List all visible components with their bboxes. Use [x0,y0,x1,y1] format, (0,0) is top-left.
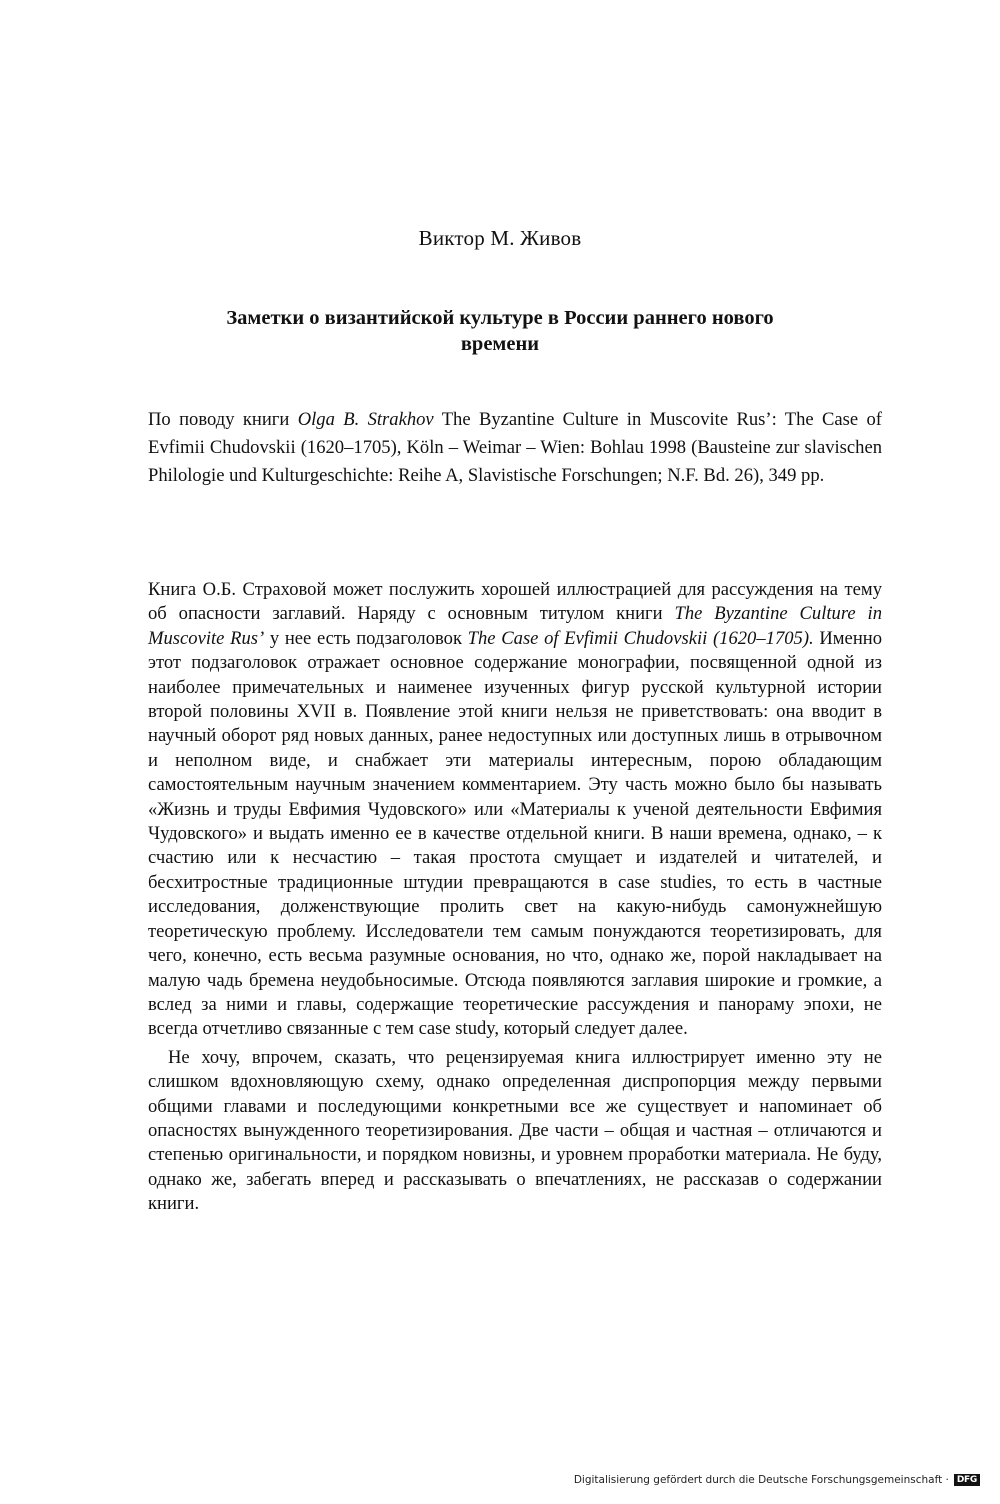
paragraph-1-italic-subtitle: The Case of Evfimii Chudovskii (1620–1705). [467,627,814,649]
title-line-1: Заметки о византийской культуре в России раннего нового [226,307,774,329]
paragraph-1-part-3: Именно этот подзаголовок отражает основное содержание монографии, посвященной одной из наиболее примечательных и наименее изученных фигур русской культурной истории второй половины XVII в. Появление этой книги нельзя не приветствовать: она вводит в научный оборот ряд новых данных, ранее недоступных или доступных лишь в отрывочном и неполном виде, и снабжает эти материалы интересным, порою обладающим самостоятельным научным значением комментарием. Эту часть можно было бы называть «Жизнь и труды Евфимия Чудовского» или «Материалы к ученой деятельности Евфимия Чудовского» и выдать именно ее в качестве отдельной книги. В наши времена, однако, – к счастию или к несчастию – такая простота смущает и издателей и читателей, и бесхитростные традиционные штудии превращаются в case studies, то есть в частные исследования, долженствующие пролить свет на какую-нибудь самонужнейшую теоретическую проблему. Исследователи тем самым понуждаются теоретизировать, для чего, конечно, есть весьма разумные основания, но что, однако же, порой накладывает на малую чадь бремена неудобьносимые. Отсюда появляются заглавия широкие и громкие, а вслед за ними и главы, содержащие теоретические рассуждения и панораму эпохи, не всегда отчетливо связанные с тем case study, который следует далее. [148,627,883,1040]
paragraph-1-part-2: у нее есть подзаголовок [264,627,468,649]
dfg-logo-icon: DFG [954,1474,980,1486]
review-reference [148,406,882,490]
paragraph-1 [148,578,882,1042]
review-ref-rest: The Byzantine Culture in Muscovite Rus’: The Case of Evfimii Chudovskii (1620–1705), Köln – Weimar – Wien: Bohlau 1998 (Bausteine zur slavischen Philologie und Kulturgeschichte: Reihe A, Slavistische Forschungen; N.F. Bd. 26), 349 pp. [148,409,882,486]
body-text [148,578,882,1217]
paragraph-2: Не хочу, впрочем, сказать, что рецензируемая книга иллюстрирует именно эту не слишком вдохновляющую схему, однако определенная диспропорция между первыми общими главами и последующими конкретными все же существует и напоминает об опасностях вынужденного теоретизирования. Две части – общая и частная – отличаются и степенью оригинальности, и порядком новизны, и уровнем проработки материала. Не буду, однако же, забегать вперед и рассказывать о впечатлениях, не рассказав о содержании книги. [148,1046,882,1215]
article-title [150,305,850,357]
review-ref-prefix: По поводу книги [148,409,298,430]
review-ref-author: Olga B. Strakhov [297,409,434,430]
author-name: Виктор М. Живов [418,226,582,250]
footer-text: Digitalisierung gefördert durch die Deutsche Forschungsgemeinschaft · [573,1474,949,1486]
paragraph-1-part-1: Книга О.Б. Страховой может послужить хорошей иллюстрацией для рассуждения на тему об опасности заглавий. Наряду с основным титулом книги [148,579,882,625]
digitization-footer [574,1474,980,1486]
title-line-2: времени [460,333,540,355]
paragraph-1-italic-title: The Byzantine Culture in Muscovite Rus’ [148,603,882,649]
